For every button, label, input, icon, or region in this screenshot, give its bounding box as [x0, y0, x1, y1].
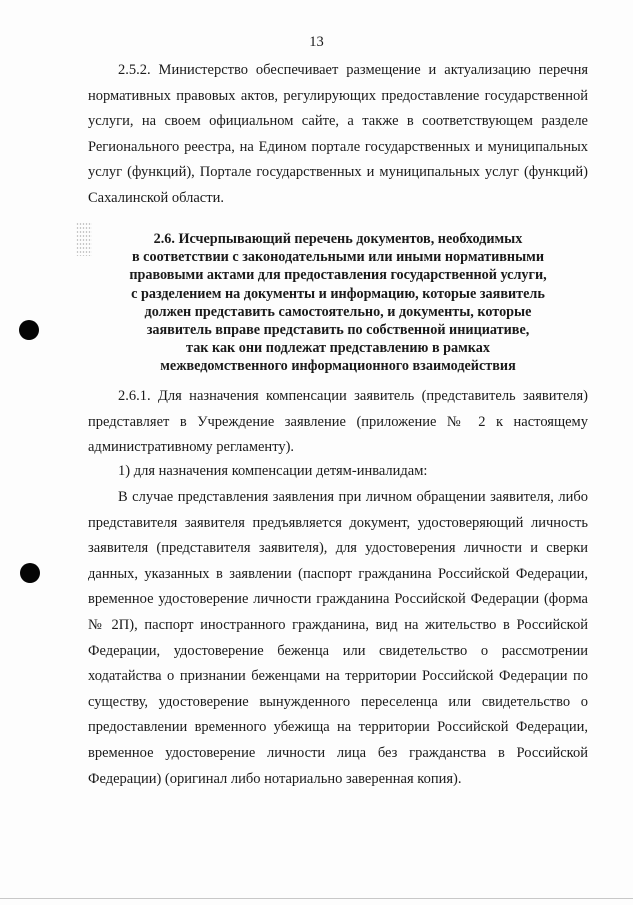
- heading-line: должен представить самостоятельно, и документы, которые: [144, 303, 532, 320]
- scan-bottom-edge: [0, 898, 633, 899]
- punch-hole-upper: [19, 320, 39, 340]
- page-number: 13: [309, 34, 324, 50]
- paragraph-2-5-2: 2.5.2. Министерство обеспечивает размещение и актуализацию перечня нормативных правовых актов, регулирующих предоставление государственной услуги, на своем официальном сайте, а также в соответствующем разделе Регионального реестра, на Едином портале государственных и муниципальных услуг (функций), Порталe государственных и муниципальных услуг (функций) Сахалинской области.: [88, 62, 588, 206]
- heading-line: межведомственного информационного взаимодействия: [160, 358, 516, 375]
- paragraph-case: В случае представления заявления при личном обращении заявителя, либо представителя заявителя предъявляется документ, удостоверяющий личность заявителя (представителя заявителя), для удостоверения личности и сверки данных, указанных в заявлении (паспорт гражданина Российской Федерации, временное удостоверение личности гражданина Российской Федерации (форма № 2П), паспорт иностранного гражданина, вид на жительство в Российской Федерации, удостоверение беженца или свидетельство о рассмотрении ходатайства о признании беженцами на территории Российской Федерации по существу, удостоверение вынужденного переселенца или свидетельство о предоставлении временного убежища на территории Российской Федерации, временное удостоверение личности лица без гражданства в Российской Федерации) (оригинал либо нотариально заверенная копия).: [88, 489, 588, 787]
- heading-line: так как они подлежат представлению в рамках: [186, 340, 490, 357]
- section-heading-2-6: [90, 230, 586, 376]
- punch-hole-lower: [20, 563, 40, 583]
- heading-line: правовыми актами для предоставления государственной услуги,: [129, 267, 547, 284]
- heading-line: в соответствии с законодательными или иными нормативными: [131, 249, 545, 266]
- heading-line: заявитель вправе представить по собственной инициативе,: [146, 322, 530, 339]
- heading-line: 2.6. Исчерпывающий перечень документов, необходимых: [153, 231, 523, 247]
- paragraph-item-1: 1) для назначения компенсации детям-инвалидам:: [118, 463, 428, 479]
- paragraph-2-6-1: 2.6.1. Для назначения компенсации заявитель (представитель заявителя) представляет в Учреждение заявление (приложение № 2 к настоящему административному регламенту).: [88, 388, 588, 456]
- heading-line: с разделением на документы и информацию, которые заявитель: [131, 285, 545, 302]
